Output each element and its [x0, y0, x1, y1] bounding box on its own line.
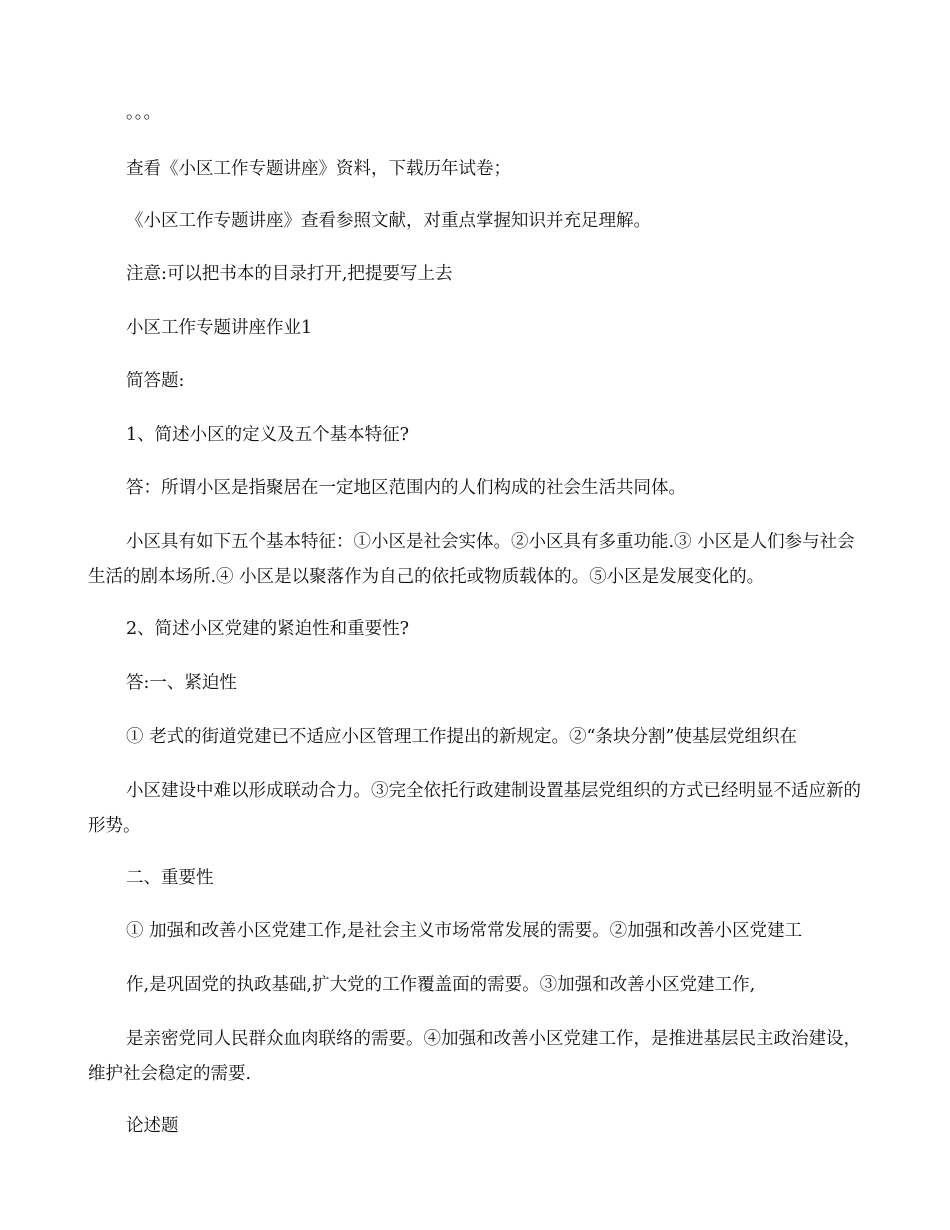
paragraph-short-answer: 简答题:	[126, 371, 185, 391]
paragraph-five-features: 小区具有如下五个基本特征：①小区是社会实体。②小区具有多重功能.③ 小区是人们参与社会生活的剧本场所.④ 小区是以聚落作为自己的依托或物质载体的。⑤小区是发展变化的。	[88, 532, 855, 587]
paragraph-answer-2-heading: 答:一、紧迫性	[126, 673, 237, 693]
paragraph-ellipsis: 。。。	[126, 103, 161, 123]
paragraph-references: 《小区工作专题讲座》查看参照文献，对重点掌握知识并充足理解。	[126, 211, 651, 231]
paragraph-question-1: 1、简述小区的定义及五个基本特征?	[126, 425, 410, 445]
paragraph-assignment-title: 小区工作专题讲座作业1	[126, 318, 313, 338]
paragraph-note: 注意:可以把书本的目录打开,把提要写上去	[126, 264, 453, 284]
paragraph-importance-2: 作,是巩固党的执政基础,扩大党的工作覆盖面的需要。③加强和改善小区党建工作,	[126, 975, 756, 995]
paragraph-answer-1: 答：所谓小区是指聚居在一定地区范围内的人们构成的社会生活共同体。	[126, 478, 686, 498]
paragraph-urgency-1: ① 老式的街道党建已不适应小区管理工作提出的新规定。②“条块分割”使基层党组织在	[126, 727, 797, 747]
paragraph-view-materials: 查看《小区工作专题讲座》资料，下载历年试卷；	[126, 159, 511, 179]
paragraph-importance-3: 是亲密党同人民群众血肉联络的需要。④加强和改善小区党建工作，是推进基层民主政治建设，维护社会稳定的需要.	[88, 1029, 861, 1084]
paragraph-importance-heading: 二、重要性	[126, 868, 214, 888]
paragraph-urgency-2: 小区建设中难以形成联动合力。③完全依托行政建制设置基层党组织的方式已经明显不适应新的形势。	[88, 781, 861, 836]
paragraph-importance-1: ① 加强和改善小区党建工作,是社会主义市场常常发展的需要。②加强和改善小区党建工	[126, 921, 803, 941]
paragraph-essay-heading: 论述题	[126, 1116, 179, 1136]
paragraph-question-2: 2、简述小区党建的紧迫性和重要性?	[126, 619, 410, 639]
